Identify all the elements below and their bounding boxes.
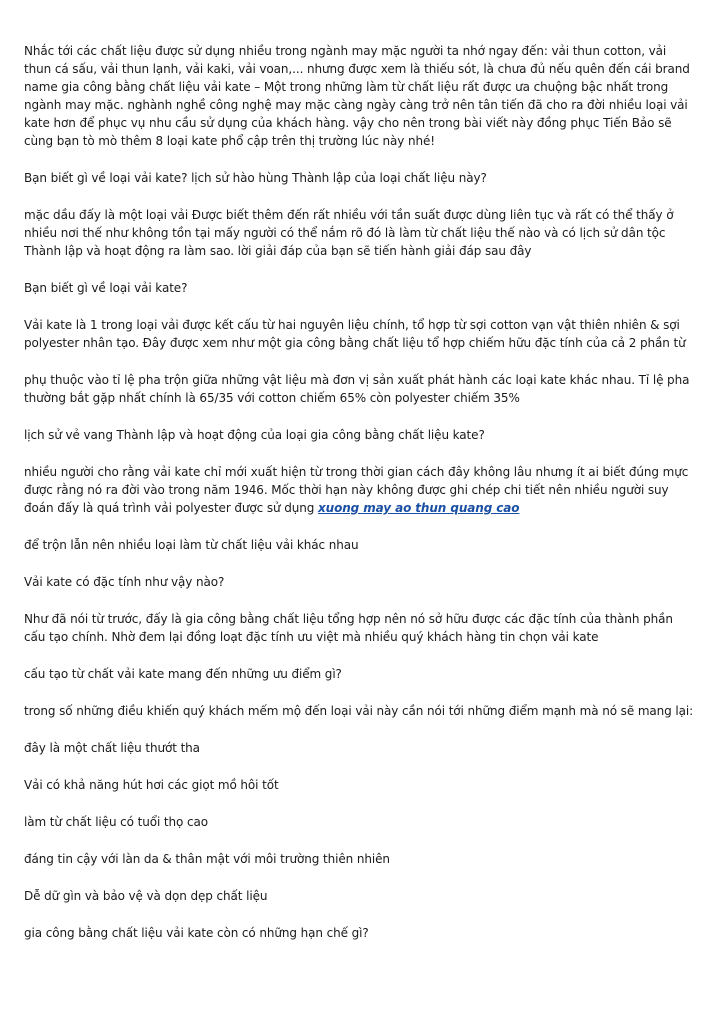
paragraph-advantages-intro: trong số những điều khiến quý khách mếm mộ đến loại vải này cần nói tới những điểm mạnh mà nó sẽ mang lại: bbox=[24, 704, 694, 718]
paragraph-question-kate: Bạn biết gì về loại vải kate? bbox=[24, 281, 188, 295]
paragraph-intro: Nhắc tới các chất liệu được sử dụng nhiều trong ngành may mặc người ta nhớ ngay đến: vải thun cotton, vải thun cá sấu, vải thun lạnh, vải kaki, vải voan,... nhưng được xem là thiếu sót, là chưa đủ nếu quên đến cái brand name gia công bằng chất liệu vải kate – Một trong những làm từ chất liệu rất được ưa chuộng bậc nhất trong ngành may mặc. nghành nghề công nghệ may mặc càng ngày càng trở nên tân tiến đã cho ra đời nhiều loại vải kate hơn để phục vụ nhu cầu sử dụng của khách hàng. vậy cho nên trong bài viết này đồng phục Tiến Bảo sẽ cùng bạn tò mò thêm 8 loại kate phổ cập trên thị trường lúc này nhé! bbox=[24, 44, 690, 148]
paragraph-definition: Vải kate là 1 trong loại vải được kết cấu từ hai nguyên liệu chính, tổ hợp từ sợi cotton vạn vật thiên nhiên & sợi polyester nhân tạo. Đây được xem như một gia công bằng chất liệu tổ hợp chiếm hữu đặc tính của cả 2 phần từ bbox=[24, 318, 686, 350]
paragraph-history-text: nhiều người cho rằng vải kate chỉ mới xuất hiện từ trong thời gian cách đây không lâu nhưng ít ai biết đúng mực được rằng nó ra đời vào trong năm 1946. Mốc thời hạn này không được ghi chép chi tiết nên nhiều người suy đoán đấy là quá trình vải polyester được sử dụng bbox=[24, 465, 689, 515]
paragraph-popularity: mặc dầu đấy là một loại vải Được biết thêm đến rất nhiều với tần suất được dùng liên tục và rất có thể thấy ở nhiều nơi thế như không tồn tại mấy người có thể nắm rõ đó là làm từ chất liệu thế nào và có lịch sử dân tộc Thành lập và hoạt động ra làm sao. lời giải đáp của bạn sẽ tiến hành giải đáp sau đây bbox=[24, 208, 674, 258]
paragraph-properties: Như đã nói từ trước, đấy là gia công bằng chất liệu tổng hợp nên nó sở hữu được các đặc tính của thành phần cấu tạo chính. Nhờ đem lại đồng loạt đặc tính ưu việt mà nhiều quý khách hàng tin chọn vải kate bbox=[24, 612, 673, 644]
paragraph-ratio: phụ thuộc vào tỉ lệ pha trộn giữa những vật liệu mà đơn vị sản xuất phát hành các loại kate khác nhau. Tỉ lệ pha thường bắt gặp nhất chính là 65/35 với cotton chiếm 65% còn polyester chiếm 35% bbox=[24, 373, 690, 405]
paragraph-question-advantages: cấu tạo từ chất vải kate mang đến những ưu điểm gì? bbox=[24, 667, 342, 681]
paragraph-advantage-clean: Dễ dữ gìn và bảo vệ và dọn dẹp chất liệu bbox=[24, 889, 268, 903]
paragraph-question-properties: Vải kate có đặc tính như vậy nào? bbox=[24, 575, 225, 589]
document-body bbox=[24, 42, 696, 961]
paragraph-history bbox=[24, 463, 696, 517]
paragraph-question-limitations: gia công bằng chất liệu vải kate còn có những hạn chế gì? bbox=[24, 926, 369, 940]
paragraph-question-history: Bạn biết gì về loại vải kate? lịch sử hào hùng Thành lập của loại chất liệu này? bbox=[24, 171, 487, 185]
paragraph-advantage-absorb: Vải có khả năng hút hơi các giọt mồ hôi tốt bbox=[24, 778, 279, 792]
paragraph-advantage-skin: đáng tin cậy với làn da & thân mật với môi trường thiên nhiên bbox=[24, 852, 390, 866]
paragraph-heading-history: lịch sử vẻ vang Thành lập và hoạt động của loại gia công bằng chất liệu kate? bbox=[24, 428, 485, 442]
paragraph-advantage-durable: làm từ chất liệu có tuổi thọ cao bbox=[24, 815, 208, 829]
paragraph-advantage-soft: đây là một chất liệu thướt tha bbox=[24, 741, 200, 755]
inline-link[interactable]: xuong may ao thun quang cao bbox=[318, 501, 520, 515]
paragraph-mixing: để trộn lẫn nên nhiều loại làm từ chất liệu vải khác nhau bbox=[24, 538, 359, 552]
